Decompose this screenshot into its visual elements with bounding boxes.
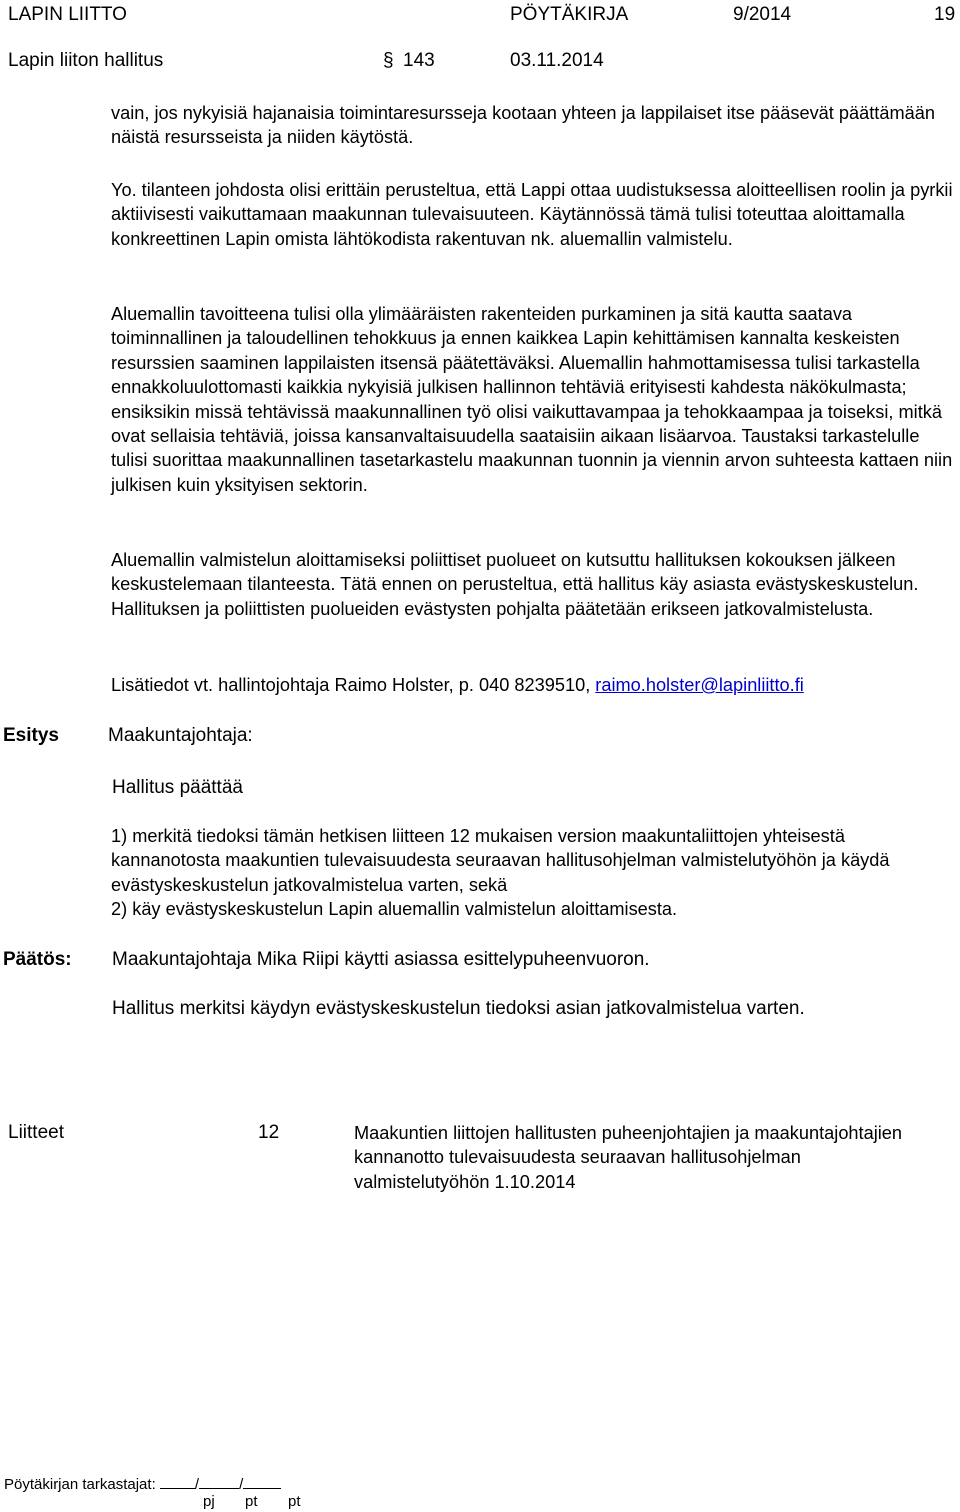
paatos-label: Päätös: [3, 949, 72, 970]
attachments-label: Liitteet [8, 1122, 64, 1143]
paragraph-4: Aluemallin valmistelun aloittamiseksi poliittiset puolueet on kutsuttu hallituksen kokouksen jälkeen keskustelemaan tilanteesta. Tätä ennen on perusteltua, että hallitus käy asiasta evästyskeskustelun. Hallituksen ja poliittisten puolueiden evästysten pohjalta päätetään erikseen jatkovalmistelusta. [111, 550, 919, 619]
contact-info-text: Lisätiedot vt. hallintojohtaja Raimo Holster, p. 040 8239510, [111, 675, 596, 695]
page-number: 19 [934, 4, 956, 25]
paragraph-2: Yo. tilanteen johdosta olisi erittäin perusteltua, että Lappi ottaa uudistuksessa aloitteellisen roolin ja pyrkii aktiivisesti vaikuttamaan maakunnan tulevaisuuteen. Käytännössä tämä tulisi toteuttaa aloittamalla konkreettinen Lapin omista lähtökodista rakentuvan nk. aluemallin valmistelu. [111, 180, 953, 249]
board-name: Lapin liiton hallitus [8, 50, 164, 71]
document-type: PÖYTÄKIRJA [510, 4, 629, 25]
contact-info [111, 673, 956, 697]
initial-pt: pt [245, 1493, 258, 1510]
section-symbol: § [383, 50, 394, 71]
proposal-item-1: 1) merkitä tiedoksi tämän hetkisen liitteen 12 mukaisen version maakuntaliittojen yhteisestä kannanotosta maakuntien tulevaisuudesta seuraavan hallitusohjelman valmistelutyöhön ja käydä evästyskeskustelun jatkovalmistelua varten, sekä [111, 826, 890, 895]
organization-name: LAPIN LIITTO [8, 4, 127, 25]
inspectors-label: Pöytäkirjan tarkastajat: [4, 1476, 156, 1493]
section-number: 143 [403, 50, 435, 71]
proposal-item-2: 2) käy evästyskeskustelun Lapin aluemallin valmistelun aloittamisesta. [111, 899, 678, 920]
board-decides: Hallitus päättää [112, 777, 243, 798]
paragraph-1: vain, jos nykyisiä hajanaisia toimintaresursseja kootaan yhteen ja lappilaiset itse pääsevät päättämään näistä resursseista ja niiden käytöstä. [111, 103, 935, 148]
signature-blank [199, 1474, 239, 1489]
meeting-date: 03.11.2014 [510, 50, 604, 71]
initial-pj: pj [203, 1493, 215, 1510]
separator: / [194, 1476, 200, 1493]
decision-line-1: Maakuntajohtaja Mika Riipi käytti asiassa esittelypuheenvuoron. [112, 949, 650, 970]
initial-pt: pt [288, 1493, 301, 1510]
decision-line-2: Hallitus merkitsi käydyn evästyskeskustelun tiedoksi asian jatkovalmistelua varten. [112, 998, 805, 1019]
separator: / [239, 1476, 244, 1493]
esitys-label: Esitys [3, 725, 59, 746]
contact-email-link[interactable]: raimo.holster@lapinliitto.fi [595, 675, 804, 695]
proposal-items [111, 824, 956, 922]
attachment-description: Maakuntien liittojen hallitusten puheenjohtajien ja maakuntajohtajien kannanotto tulevaisuudesta seuraavan hallitusohjelman valmistelutyöhön 1.10.2014 [354, 1123, 903, 1192]
document-number: 9/2014 [733, 4, 792, 25]
signature-blank [160, 1474, 195, 1489]
paragraph-3: Aluemallin tavoitteena tulisi olla ylimääräisten rakenteiden purkaminen ja sitä kautta saatava toiminnallinen ja taloudellinen tehokkuus ja ennen kaikkea Lapin kehittämisen kannalta keskeisten resurssien saaminen lappilaisten itsensä päätettäväksi. Aluemallin hahmottamisessa tulisi tarkastella ennakkoluulottomasti kaikkia nykyisiä julkisen hallinnon tehtäviä erityisesti kahdesta näkökulmasta; ensiksikin missä tehtävissä maakunnallinen työ olisi vaikuttavampaa ja tehokkaampaa ja toiseksi, mitkä ovat sellaisia tehtäviä, joissa kansanvaltaisuudella saataisiin aikaan lisäarvoa. Taustaksi tarkastelulle tulisi suorittaa maakunnallinen tasetarkastelu maakunnan tuonnin ja viennin arvon suhteesta kattaen niin julkisen kuin yksityisen sektorin. [111, 304, 953, 495]
attachment-number: 12 [258, 1122, 280, 1143]
signature-blank [243, 1474, 281, 1489]
footer-inspectors [4, 1474, 281, 1494]
presenter-label: Maakuntajohtaja: [108, 725, 253, 746]
